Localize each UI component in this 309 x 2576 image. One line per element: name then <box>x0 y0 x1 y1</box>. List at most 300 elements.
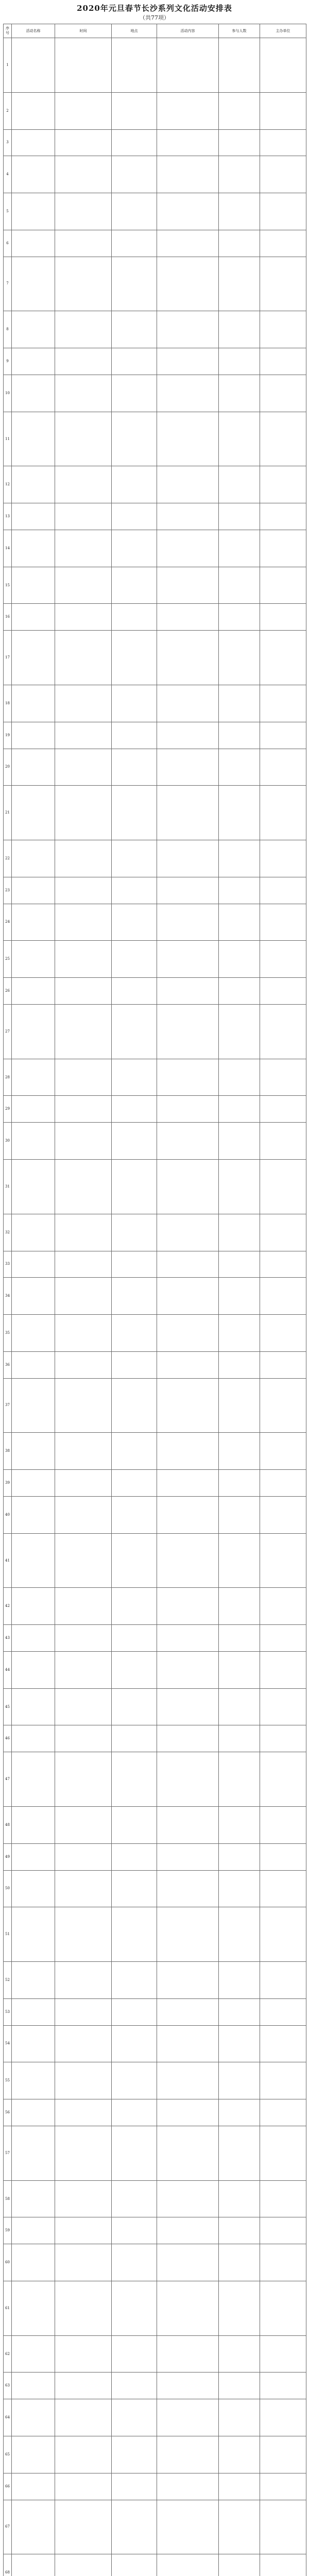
cell-content <box>157 1378 219 1433</box>
cell-no: 8 <box>4 311 12 348</box>
cell-time <box>55 1433 112 1470</box>
cell-size <box>219 466 260 503</box>
cell-size <box>219 1123 260 1160</box>
cell-venue <box>112 1752 157 1807</box>
cell-content <box>157 2399 219 2436</box>
cell-organizer <box>260 631 306 685</box>
cell-content <box>157 1214 219 1251</box>
cell-size <box>219 2473 260 2500</box>
cell-venue <box>112 1378 157 1433</box>
table-row <box>4 1625 306 1652</box>
cell-venue <box>112 1351 157 1378</box>
cell-venue <box>112 2473 157 2500</box>
cell-time <box>55 375 112 412</box>
table-row <box>4 2099 306 2126</box>
cell-name <box>12 1096 55 1123</box>
cell-venue <box>112 786 157 840</box>
cell-time <box>55 1496 112 1533</box>
cell-time <box>55 1096 112 1123</box>
cell-venue <box>112 375 157 412</box>
cell-size <box>219 877 260 904</box>
cell-content <box>157 129 219 156</box>
table-row <box>4 2217 306 2244</box>
cell-no: 2 <box>4 92 12 129</box>
cell-content <box>157 2126 219 2180</box>
cell-organizer <box>260 877 306 904</box>
cell-content <box>157 412 219 466</box>
cell-venue <box>112 1433 157 1470</box>
cell-organizer <box>260 1214 306 1251</box>
cell-time <box>55 2126 112 2180</box>
cell-name <box>12 567 55 604</box>
cell-venue <box>112 2554 157 2576</box>
table-row <box>4 2244 306 2281</box>
cell-venue <box>112 2281 157 2335</box>
cell-organizer <box>260 193 306 230</box>
cell-no: 28 <box>4 1059 12 1096</box>
cell-no: 14 <box>4 530 12 567</box>
cell-size <box>219 2436 260 2473</box>
cell-name <box>12 530 55 567</box>
cell-time <box>55 840 112 877</box>
cell-size <box>219 1496 260 1533</box>
table-row <box>4 1843 306 1870</box>
cell-venue <box>112 604 157 631</box>
cell-organizer <box>260 230 306 257</box>
cell-size <box>219 2372 260 2399</box>
cell-venue <box>112 722 157 749</box>
cell-time <box>55 412 112 466</box>
cell-no: 31 <box>4 1159 12 1214</box>
cell-time <box>55 1123 112 1160</box>
cell-content <box>157 2500 219 2554</box>
cell-size <box>219 685 260 722</box>
cell-name <box>12 129 55 156</box>
table-row <box>4 1533 306 1588</box>
cell-size <box>219 2126 260 2180</box>
table-row <box>4 230 306 257</box>
cell-name <box>12 1004 55 1059</box>
header-no: 序号 <box>4 24 12 38</box>
cell-time <box>55 1470 112 1497</box>
table-row <box>4 1123 306 1160</box>
cell-time <box>55 129 112 156</box>
cell-size <box>219 1315 260 1352</box>
cell-organizer <box>260 156 306 193</box>
cell-organizer <box>260 2473 306 2500</box>
header-time: 时间 <box>55 24 112 38</box>
cell-size <box>219 2025 260 2062</box>
cell-content <box>157 941 219 978</box>
cell-name <box>12 722 55 749</box>
cell-name <box>12 1059 55 1096</box>
cell-organizer <box>260 2126 306 2180</box>
cell-no: 6 <box>4 230 12 257</box>
cell-content <box>157 1159 219 1214</box>
cell-content <box>157 749 219 786</box>
cell-no: 45 <box>4 1688 12 1725</box>
cell-size <box>219 2180 260 2217</box>
cell-organizer <box>260 2180 306 2217</box>
cell-content <box>157 2473 219 2500</box>
cell-content <box>157 1533 219 1588</box>
cell-name <box>12 978 55 1005</box>
cell-no: 38 <box>4 1433 12 1470</box>
cell-organizer <box>260 941 306 978</box>
cell-content <box>157 375 219 412</box>
cell-time <box>55 567 112 604</box>
cell-name <box>12 604 55 631</box>
cell-no: 46 <box>4 1725 12 1752</box>
table-row <box>4 722 306 749</box>
cell-organizer <box>260 1588 306 1625</box>
cell-organizer <box>260 503 306 530</box>
cell-no: 53 <box>4 1998 12 2025</box>
table-row <box>4 92 306 129</box>
table-row <box>4 2126 306 2180</box>
table-row <box>4 2500 306 2554</box>
table-row <box>4 1688 306 1725</box>
cell-name <box>12 193 55 230</box>
cell-organizer <box>260 1251 306 1278</box>
cell-no: 19 <box>4 722 12 749</box>
cell-content <box>157 567 219 604</box>
cell-size <box>219 1351 260 1378</box>
cell-time <box>55 348 112 375</box>
cell-organizer <box>260 786 306 840</box>
cell-content <box>157 2436 219 2473</box>
table-row <box>4 2335 306 2372</box>
cell-size <box>219 2244 260 2281</box>
schedule-table <box>3 24 306 2576</box>
cell-time <box>55 1843 112 1870</box>
cell-venue <box>112 1533 157 1588</box>
header-content: 活动内容 <box>157 24 219 38</box>
cell-venue <box>112 2500 157 2554</box>
cell-organizer <box>260 2554 306 2576</box>
cell-no: 68 <box>4 2554 12 2576</box>
cell-size <box>219 1096 260 1123</box>
cell-venue <box>112 1059 157 1096</box>
cell-organizer <box>260 2399 306 2436</box>
cell-organizer <box>260 1651 306 1688</box>
cell-name <box>12 1378 55 1433</box>
cell-venue <box>112 2180 157 2217</box>
cell-venue <box>112 1962 157 1999</box>
cell-venue <box>112 92 157 129</box>
cell-size <box>219 1059 260 1096</box>
cell-name <box>12 1725 55 1752</box>
cell-organizer <box>260 685 306 722</box>
cell-venue <box>112 129 157 156</box>
cell-size <box>219 530 260 567</box>
cell-content <box>157 604 219 631</box>
cell-name <box>12 786 55 840</box>
cell-time <box>55 685 112 722</box>
cell-venue <box>112 466 157 503</box>
cell-organizer <box>260 1843 306 1870</box>
cell-content <box>157 1962 219 1999</box>
cell-organizer <box>260 1096 306 1123</box>
cell-size <box>219 1433 260 1470</box>
cell-time <box>55 1806 112 1843</box>
cell-no: 56 <box>4 2099 12 2126</box>
cell-content <box>157 978 219 1005</box>
cell-no: 15 <box>4 567 12 604</box>
cell-name <box>12 1588 55 1625</box>
cell-name <box>12 904 55 941</box>
cell-no: 5 <box>4 193 12 230</box>
cell-venue <box>112 2126 157 2180</box>
table-row <box>4 604 306 631</box>
cell-venue <box>112 2399 157 2436</box>
table-row <box>4 2025 306 2062</box>
cell-content <box>157 2244 219 2281</box>
cell-no: 47 <box>4 1752 12 1807</box>
cell-content <box>157 1433 219 1470</box>
table-row <box>4 631 306 685</box>
cell-time <box>55 1378 112 1433</box>
header-venue: 地点 <box>112 24 157 38</box>
cell-time <box>55 1351 112 1378</box>
cell-organizer <box>260 1004 306 1059</box>
cell-content <box>157 1470 219 1497</box>
cell-content <box>157 1059 219 1096</box>
cell-content <box>157 2180 219 2217</box>
cell-name <box>12 2025 55 2062</box>
cell-size <box>219 941 260 978</box>
cell-size <box>219 230 260 257</box>
cell-no: 66 <box>4 2473 12 2500</box>
cell-time <box>55 156 112 193</box>
cell-time <box>55 1588 112 1625</box>
cell-no: 64 <box>4 2399 12 2436</box>
cell-no: 55 <box>4 2062 12 2099</box>
table-row <box>4 412 306 466</box>
table-row <box>4 2372 306 2399</box>
cell-size <box>219 1588 260 1625</box>
cell-organizer <box>260 2062 306 2099</box>
cell-no: 65 <box>4 2436 12 2473</box>
cell-time <box>55 1725 112 1752</box>
cell-venue <box>112 1806 157 1843</box>
cell-name <box>12 1214 55 1251</box>
cell-name <box>12 1752 55 1807</box>
cell-size <box>219 2281 260 2335</box>
cell-organizer <box>260 904 306 941</box>
cell-venue <box>112 1470 157 1497</box>
cell-size <box>219 2554 260 2576</box>
cell-no: 26 <box>4 978 12 1005</box>
cell-no: 17 <box>4 631 12 685</box>
cell-no: 34 <box>4 1278 12 1315</box>
cell-organizer <box>260 1433 306 1470</box>
cell-venue <box>112 2244 157 2281</box>
table-row <box>4 685 306 722</box>
cell-content <box>157 503 219 530</box>
cell-organizer <box>260 412 306 466</box>
cell-venue <box>112 941 157 978</box>
cell-no: 10 <box>4 375 12 412</box>
cell-venue <box>112 2372 157 2399</box>
cell-venue <box>112 631 157 685</box>
table-row <box>4 1096 306 1123</box>
cell-name <box>12 1962 55 1999</box>
cell-organizer <box>260 1059 306 1096</box>
cell-size <box>219 722 260 749</box>
cell-venue <box>112 2062 157 2099</box>
cell-content <box>157 877 219 904</box>
cell-organizer <box>260 1752 306 1807</box>
cell-name <box>12 2062 55 2099</box>
cell-organizer <box>260 1159 306 1214</box>
cell-content <box>157 904 219 941</box>
cell-time <box>55 904 112 941</box>
cell-venue <box>112 1625 157 1652</box>
cell-no: 54 <box>4 2025 12 2062</box>
table-row <box>4 1251 306 1278</box>
header-organizer: 主办单位 <box>260 24 306 38</box>
cell-content <box>157 230 219 257</box>
cell-no: 11 <box>4 412 12 466</box>
cell-size <box>219 786 260 840</box>
cell-size <box>219 2500 260 2554</box>
cell-organizer <box>260 2436 306 2473</box>
cell-organizer <box>260 348 306 375</box>
cell-name <box>12 1315 55 1352</box>
table-row <box>4 2062 306 2099</box>
table-row <box>4 1752 306 1807</box>
cell-venue <box>112 156 157 193</box>
cell-venue <box>112 1651 157 1688</box>
cell-venue <box>112 530 157 567</box>
cell-organizer <box>260 1278 306 1315</box>
cell-no: 37 <box>4 1378 12 1433</box>
cell-no: 24 <box>4 904 12 941</box>
cell-name <box>12 1433 55 1470</box>
cell-name <box>12 2335 55 2372</box>
cell-name <box>12 685 55 722</box>
cell-no: 60 <box>4 2244 12 2281</box>
cell-no: 63 <box>4 2372 12 2399</box>
table-row <box>4 2473 306 2500</box>
cell-no: 21 <box>4 786 12 840</box>
cell-organizer <box>260 1496 306 1533</box>
cell-name <box>12 503 55 530</box>
cell-name <box>12 2281 55 2335</box>
cell-name <box>12 257 55 311</box>
cell-name <box>12 2099 55 2126</box>
cell-content <box>157 722 219 749</box>
cell-size <box>219 1907 260 1962</box>
cell-name <box>12 1688 55 1725</box>
cell-venue <box>112 2025 157 2062</box>
cell-size <box>219 1870 260 1907</box>
cell-size <box>219 129 260 156</box>
cell-name <box>12 2399 55 2436</box>
cell-no: 35 <box>4 1315 12 1352</box>
cell-content <box>157 348 219 375</box>
table-row <box>4 2436 306 2473</box>
table-row <box>4 1378 306 1433</box>
cell-time <box>55 786 112 840</box>
cell-venue <box>112 1096 157 1123</box>
cell-content <box>157 2372 219 2399</box>
cell-content <box>157 2025 219 2062</box>
cell-name <box>12 840 55 877</box>
cell-venue <box>112 311 157 348</box>
cell-size <box>219 1962 260 1999</box>
cell-no: 42 <box>4 1588 12 1625</box>
cell-content <box>157 1806 219 1843</box>
cell-size <box>219 840 260 877</box>
cell-no: 40 <box>4 1496 12 1533</box>
cell-time <box>55 941 112 978</box>
cell-no: 48 <box>4 1806 12 1843</box>
table-row <box>4 193 306 230</box>
cell-name <box>12 92 55 129</box>
cell-content <box>157 156 219 193</box>
cell-time <box>55 1625 112 1652</box>
cell-content <box>157 1651 219 1688</box>
cell-size <box>219 412 260 466</box>
cell-content <box>157 1725 219 1752</box>
cell-content <box>157 2099 219 2126</box>
table-row <box>4 1962 306 1999</box>
cell-size <box>219 1688 260 1725</box>
cell-content <box>157 92 219 129</box>
cell-organizer <box>260 2500 306 2554</box>
cell-time <box>55 631 112 685</box>
cell-time <box>55 1688 112 1725</box>
cell-venue <box>112 1159 157 1214</box>
cell-venue <box>112 2099 157 2126</box>
cell-time <box>55 2335 112 2372</box>
table-row <box>4 1433 306 1470</box>
cell-no: 13 <box>4 503 12 530</box>
cell-size <box>219 1806 260 1843</box>
table-row <box>4 877 306 904</box>
cell-no: 43 <box>4 1625 12 1652</box>
cell-organizer <box>260 1625 306 1652</box>
cell-time <box>55 2372 112 2399</box>
cell-name <box>12 2436 55 2473</box>
cell-name <box>12 375 55 412</box>
cell-no: 25 <box>4 941 12 978</box>
cell-time <box>55 1315 112 1352</box>
header-size: 参与人数 <box>219 24 260 38</box>
cell-no: 9 <box>4 348 12 375</box>
cell-content <box>157 1907 219 1962</box>
cell-venue <box>112 1123 157 1160</box>
cell-venue <box>112 348 157 375</box>
cell-time <box>55 1870 112 1907</box>
table-row <box>4 1278 306 1315</box>
cell-organizer <box>260 1962 306 1999</box>
cell-organizer <box>260 1378 306 1433</box>
cell-organizer <box>260 1470 306 1497</box>
cell-name <box>12 230 55 257</box>
cell-name <box>12 2554 55 2576</box>
cell-content <box>157 1588 219 1625</box>
cell-no: 4 <box>4 156 12 193</box>
cell-size <box>219 1725 260 1752</box>
cell-name <box>12 941 55 978</box>
table-row <box>4 1651 306 1688</box>
cell-venue <box>112 978 157 1005</box>
cell-venue <box>112 2217 157 2244</box>
cell-no: 57 <box>4 2126 12 2180</box>
